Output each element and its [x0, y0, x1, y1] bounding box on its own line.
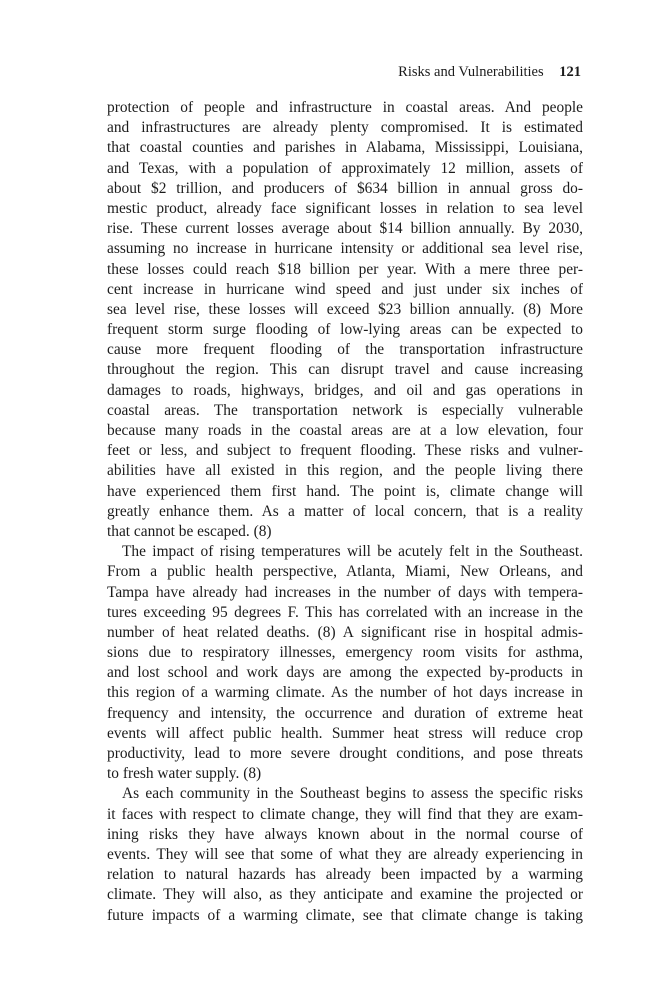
text-line: number of heat related deaths. (8) A significant rise in hospital admis- [107, 623, 583, 641]
text-line: relation to natural hazards has already been impacted by a warming [107, 866, 583, 884]
text-line: frequent storm surge flooding of low-lying areas can be expected to [107, 321, 583, 339]
text-line: events. They will see that some of what they are already experiencing in [107, 845, 583, 863]
chapter-title: Risks and Vulnerabilities [398, 64, 544, 80]
text-line: rise. These current losses average about $14 billion annually. By 2030, [107, 220, 583, 238]
text-line: that cannot be escaped. (8) [107, 522, 272, 540]
text-line: Tampa have already had increases in the number of days with tempera- [107, 583, 583, 601]
text-line: and infrastructures are already plenty compromised. It is estimated [107, 119, 583, 137]
text-line: throughout the region. This can disrupt travel and cause increasing [107, 361, 583, 379]
text-line: these losses could reach $18 billion per year. With a mere three per- [107, 260, 583, 278]
text-line: about $2 trillion, and producers of $634 billion in annual gross do- [107, 179, 583, 197]
text-line: abilities have all existed in this region, and the people living there [107, 462, 583, 480]
text-line: to fresh water supply. (8) [107, 765, 262, 783]
text-line: and Texas, with a population of approximately 12 million, assets of [107, 159, 583, 177]
text-line: From a public health perspective, Atlanta, Miami, New Orleans, and [107, 563, 583, 581]
text-line: because many roads in the coastal areas are at a low elevation, four [107, 422, 583, 439]
text-line: coastal areas. The transportation network is especially vulnerable [107, 401, 583, 419]
text-line: assuming no increase in hurricane intensity or additional sea level rise, [107, 240, 583, 258]
paragraph [107, 98, 583, 542]
text-line: mestic product, already face significant losses in relation to sea level [107, 199, 583, 217]
text-line: it faces with respect to climate change, they will find that they are exam- [107, 805, 583, 823]
text-line: frequency and intensity, the occurrence and duration of extreme heat [107, 704, 583, 722]
text-line: climate. They will also, as they anticipate and examine the projected or [107, 886, 583, 904]
text-line: productivity, lead to more severe drought conditions, and pose threats [107, 745, 583, 762]
text-line: this region of a warming climate. As the number of hot days increase in [107, 684, 583, 702]
text-line: ining risks they have always known about in the normal course of [107, 825, 583, 843]
paragraph [107, 784, 583, 925]
text-line: future impacts of a warming climate, see that climate change is taking [107, 906, 583, 924]
running-head [398, 63, 581, 81]
text-line: sea level rise, these losses will exceed $23 billion annually. (8) More [107, 300, 583, 318]
text-line: have experienced them first hand. The point is, climate change will [107, 482, 583, 500]
paragraph [107, 542, 583, 784]
text-line: tures exceeding 95 degrees F. This has correlated with an increase in the [107, 603, 583, 621]
text-line: feet or less, and subject to frequent flooding. These risks and vulner- [107, 442, 583, 460]
text-line: events will affect public health. Summer heat stress will reduce crop [107, 724, 583, 742]
text-line: As each community in the Southeast begins to assess the specific risks [122, 785, 583, 803]
text-line: that coastal counties and parishes in Alabama, Mississippi, Louisiana, [107, 139, 583, 157]
text-line: cause more frequent flooding of the transportation infrastructure [107, 341, 583, 359]
text-line: The impact of rising temperatures will be acutely felt in the Southeast. [122, 543, 583, 561]
text-line: cent increase in hurricane wind speed and just under six inches of [107, 280, 583, 298]
text-line: sions due to respiratory illnesses, emergency room visits for asthma, [107, 644, 583, 662]
text-line: protection of people and infrastructure in coastal areas. And people [107, 99, 583, 116]
text-line: damages to roads, highways, bridges, and oil and gas operations in [107, 381, 583, 399]
body-text [107, 98, 583, 926]
text-line: greatly enhance them. As a matter of local concern, that is a reality [107, 502, 583, 520]
page-number: 121 [559, 64, 581, 80]
text-line: and lost school and work days are among the expected by-products in [107, 664, 583, 682]
